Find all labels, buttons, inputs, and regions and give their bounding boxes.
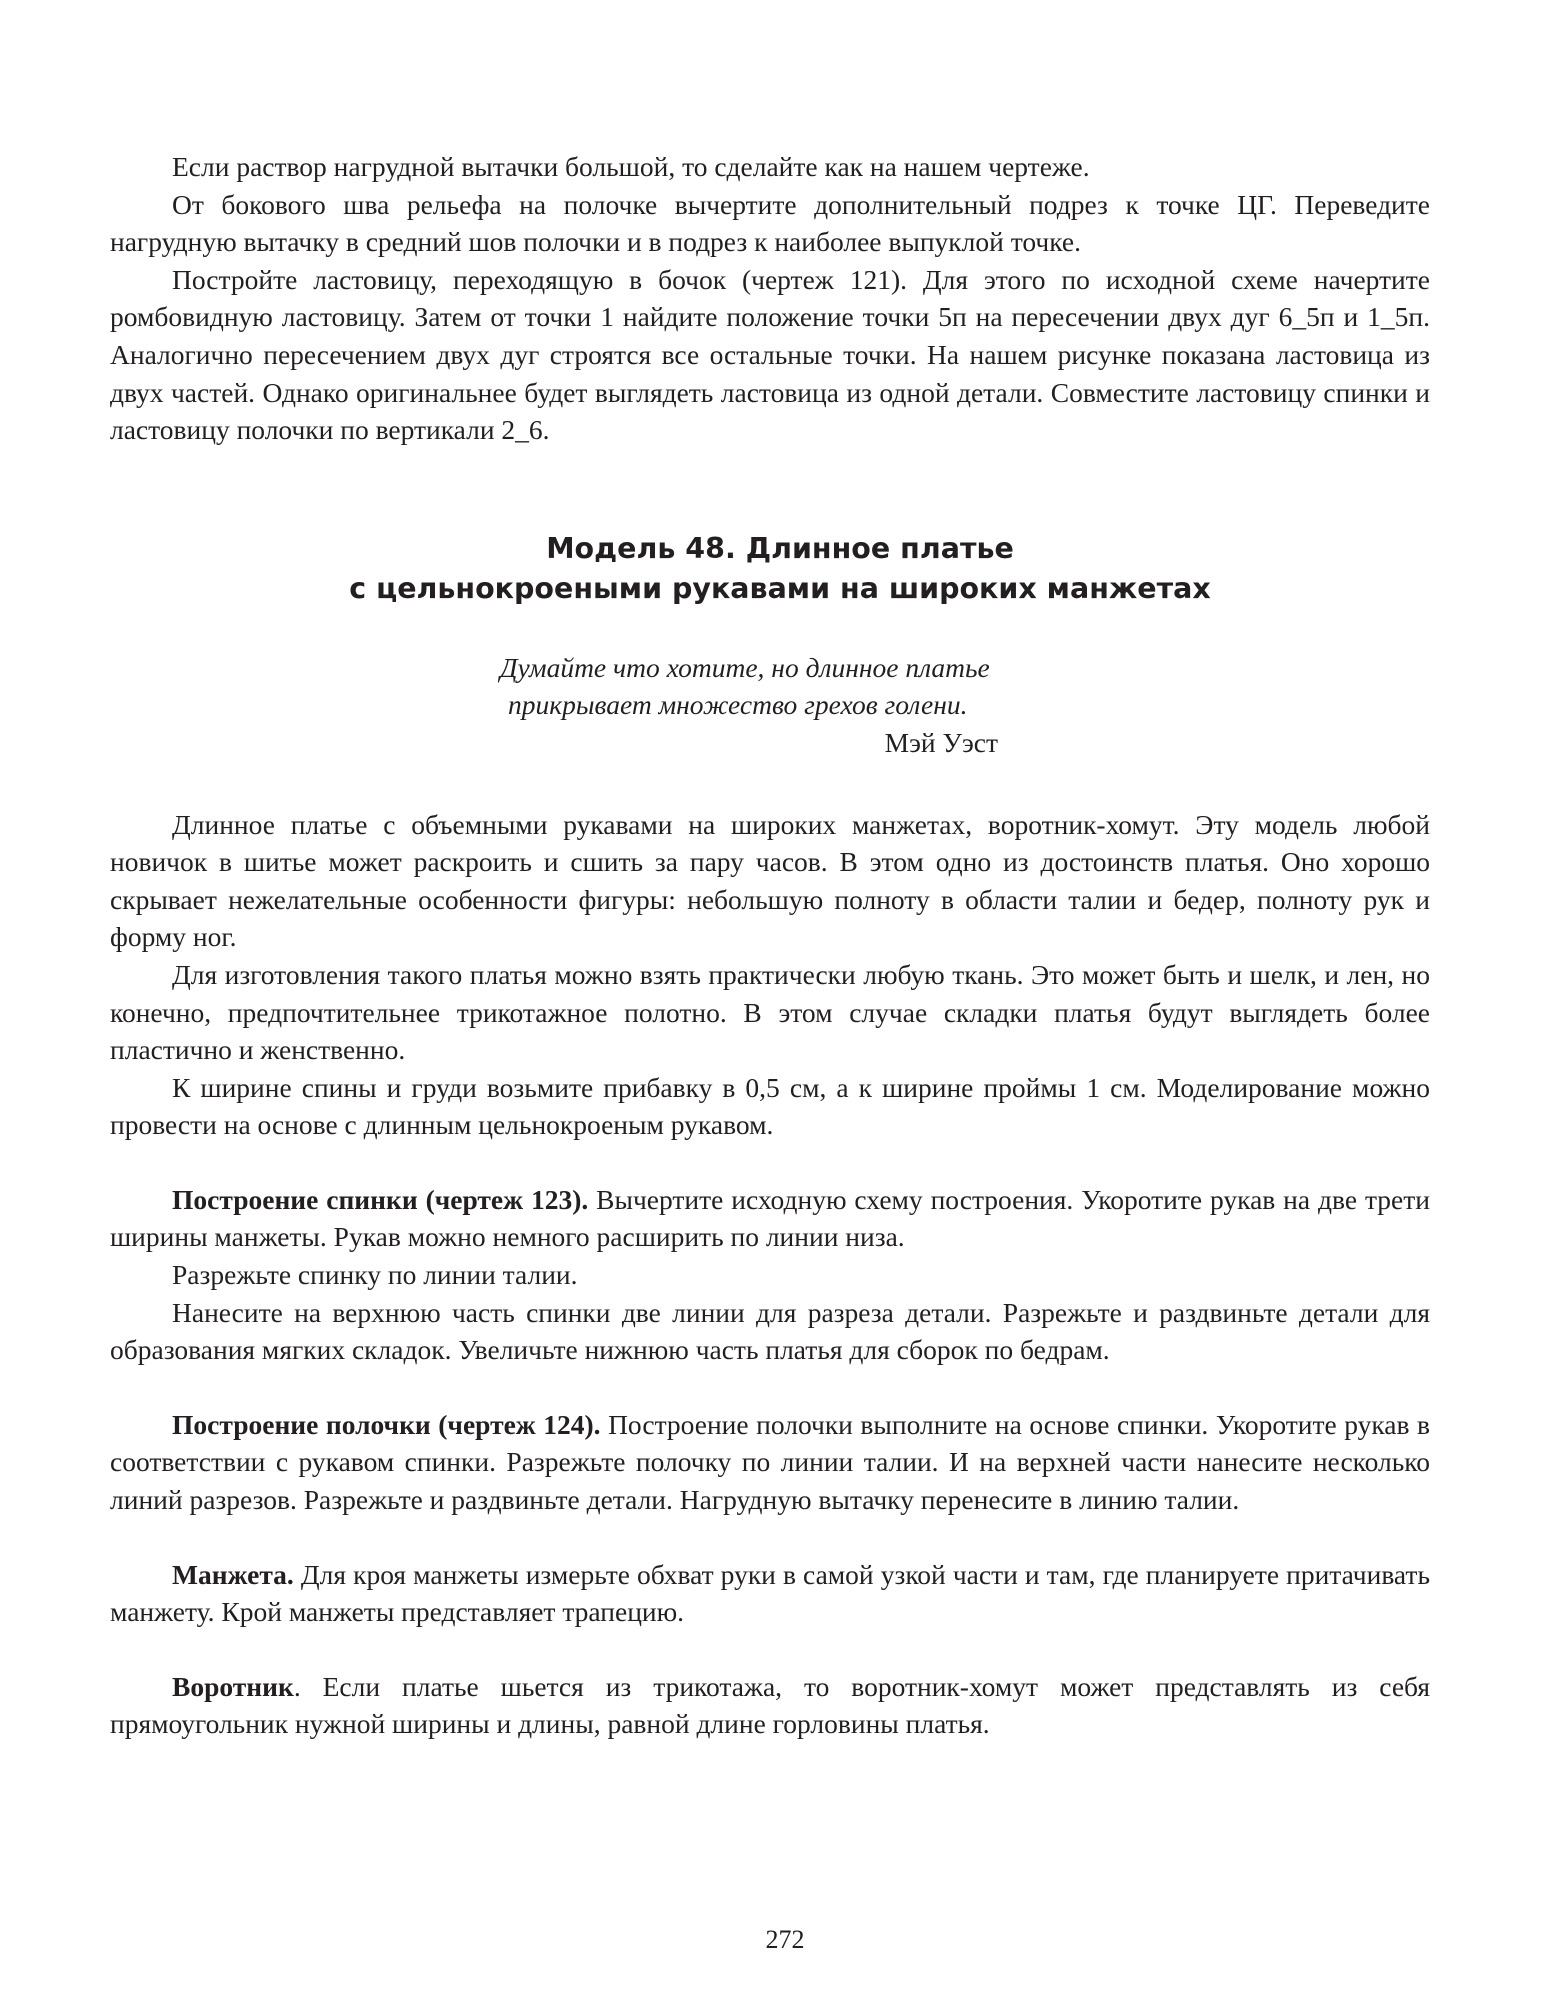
section-heading: [110, 529, 1430, 609]
section-heading-line-1: Модель 48. Длинное платье: [546, 531, 1014, 565]
collar-text: . Если платье шьется из трикотажа, то воротник-хомут может представлять из себя прямоугольник нужной ширины и длины, равной длине горловины платья.: [110, 1670, 1430, 1740]
back-construction-paragraph: [110, 1181, 1430, 1256]
back-construction-text: Вычертите исходную схему построения. Укоротите рукав на две трети ширины манжеты. Рукав можно немного расширить по линии низа.: [110, 1183, 1430, 1253]
epigraph: [500, 649, 1060, 762]
front-construction-label: Построение полочки (чертеж 124).: [172, 1408, 601, 1440]
back-paragraph-2: Разрежьте спинку по линии талии.: [172, 1259, 578, 1291]
front-construction-paragraph: [110, 1406, 1430, 1519]
back-construction-label: Построение спинки (чертеж 123).: [172, 1183, 589, 1215]
intro-paragraph-2: От бокового шва рельефа на полочке вычертите дополнительный подрез к точке ЦГ. Переведите нагрудную вытачку в средний шов полочки и в подрез к наиболее выпуклой точке.: [110, 188, 1430, 258]
front-construction-text: Построение полочки выполните на основе спинки. Укоротите рукав в соответствии с рукавом спинки. Разрежьте полочку по линии талии. И на верхней части нанесите несколько линий разрезов. Разрежьте и раздвиньте детали. Нагрудную вытачку перенесите в линию талии.: [110, 1408, 1430, 1516]
page-content: [110, 148, 1430, 1743]
cuff-text: Для кроя манжеты измерьте обхват руки в самой узкой части и там, где планируете притачивать манжету. Крой манжеты представляет трапецию.: [110, 1558, 1430, 1628]
epigraph-author: Мэй Уэст: [884, 726, 998, 758]
body-paragraph-1: Длинное платье с объемными рукавами на широких манжетах, воротник-хомут. Эту модель любой новичок в шитье может раскроить и сшить за пару часов. В этом одно из достоинств платья. Оно хорошо скрывает нежелательные особенности фигуры: небольшую полноту в области талии и бедер, полноту рук и форму ног.: [110, 808, 1430, 953]
page-number: 272: [765, 1925, 805, 1954]
collar-paragraph: [110, 1668, 1430, 1743]
body-paragraph-2: Для изготовления такого платья можно взять практически любую ткань. Это может быть и шелк, и лен, но конечно, предпочтительнее трикотажное полотно. В этом случае складки платья будут выглядеть более пластично и женственно.: [110, 958, 1430, 1066]
epigraph-line-2: прикрывает множество грехов голени.: [508, 689, 968, 721]
cuff-paragraph: [110, 1556, 1430, 1631]
cuff-label: Манжета.: [172, 1558, 294, 1590]
section-heading-line-2: с цельнокроеными рукавами на широких манжетах: [349, 571, 1211, 605]
back-paragraph-3: Нанесите на верхнюю часть спинки две линии для разреза детали. Разрежьте и раздвиньте детали для образования мягких складок. Увеличьте нижнюю часть платья для сборок по бедрам.: [110, 1296, 1430, 1366]
epigraph-line-1: Думайте что хотите, но длинное платье: [500, 651, 990, 683]
intro-paragraph-1: Если раствор нагрудной вытачки большой, то сделайте как на нашем чертеже.: [172, 151, 1090, 182]
intro-paragraph-3: Постройте ластовицу, переходящую в бочок (чертеж 121). Для этого по исходной схеме начертите ромбовидную ластовицу. Затем от точки 1 найдите положение точки 5п на пересечении двух дуг 6_5п и 1_5п. Аналогично пересечением двух дуг строятся все остальные точки. На нашем рисунке показана ластовица из двух частей. Однако оригинальнее будет выглядеть ластовица из одной детали. Совместите ластовицу спинки и ластовицу полочки по вертикали 2_6.: [110, 263, 1430, 446]
collar-label: Воротник: [172, 1670, 294, 1702]
body-paragraph-3: К ширине спины и груди возьмите прибавку в 0,5 см, а к ширине проймы 1 см. Моделирование можно провести на основе с длинным цельнокроеным рукавом.: [110, 1071, 1430, 1141]
